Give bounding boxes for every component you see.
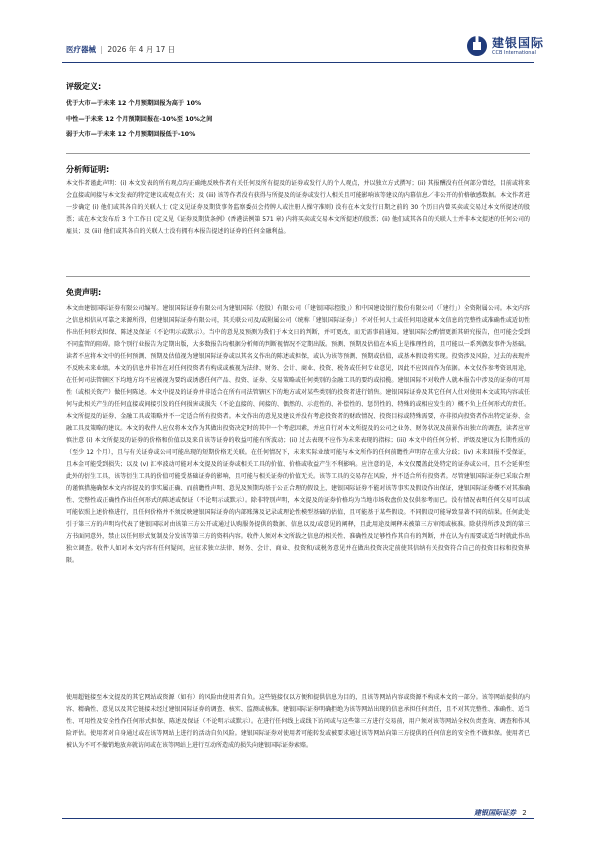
ccbi-logo bbox=[466, 35, 544, 57]
page-footer bbox=[474, 808, 527, 818]
report-header bbox=[66, 44, 175, 55]
rating-underperform: 弱于大市—于未来 12 个月预期回报低于-10% bbox=[66, 131, 196, 138]
sector-label: 医疗器械 bbox=[66, 45, 96, 54]
analyst-certification-text: 本文作者谨此声明：(i) 本文发表的所有观点均正确地反映作者有关任何及所有提及的证券或发行人的个人观点，并以独立方式撰写；(ii) 其报酬没有任何部分曾经，目前或将来会直接或间接与本文发表的特定建议或观点有关；及 (iii) 该等作者没有获得与所提及的证券或发行人相关且可能影响该等建议的内幕信息／非公开的价格敏感数据。本文作者进一步确定 (i) 他们或其各自的关联人士 (定义见证券及期货事务监察委员会持牌人或注册人操守准则) 没有在本文发行日期之前的 30 个历日内曾买卖或交易过本文所提述的股票；或在本文发布后 3 个工作日 (定义见《证券及期货条例》(香港法例第 571 章) 内将买卖或交易本文所提述的股票；(ii) 他们或其各自的关联人士并非本文提述的任何公司的雇员；及 (iii) 他们或其各自的关联人士没有拥有本报告提述的证券的任何金融利益。 bbox=[66, 180, 530, 235]
disclaimer-hyperlink-paragraph: 使用超链接至本文提及的其它网站或资源（如有）的风险由使用者自负。这些链接仅以方便和提供信息为目的，且该等网站内容或资源不构成本文的一部分。该等网站提供的内容、精确性、意见以及其它链接未经过建银国际证券的调查、核实、监测或核准。建银国际证券明确拒绝为该等网站出现的信息承担任何责任，且不对其完整性、准确性、适当性、可用性及安全性作任何形式担保、陈述及保证（不论明示或默示）。在进行任何线上或线下访问或与这些第三方进行交易前，用户须对该等网站全权负责查询、调查和作风险评估。使用者对自身通过或在该等网站上进行的活动自负风险。建银国际证券对使用者可能转发或被要求通过该等网站向第三方提供的任何信息的安全性不做担保。使用者已被认为不可不撤销地放弃就访问或在该等网站上进行互动所造成的损失向建银国际证券索赔。 bbox=[66, 694, 530, 749]
rating-neutral: 中性—于未来 12 个月预期回报在-10%至 10%之间 bbox=[66, 116, 213, 123]
page-number: 2 bbox=[522, 809, 527, 817]
logo-english-text: CCB International bbox=[492, 49, 536, 56]
footer-brand: 建银国际证券 bbox=[474, 809, 516, 817]
rating-definition-title: 评级定义: bbox=[66, 82, 102, 91]
section-divider bbox=[66, 276, 530, 277]
header-separator: | bbox=[100, 45, 103, 54]
footer-divider bbox=[62, 818, 534, 819]
disclaimer-paragraph: 本文由建银国际证券有限公司编写。建银国际证券有限公司为建银国际（控股）有限公司（「建银国际控股」）和中国建设银行股份有限公司（「建行」）全资附属公司。本文内容之信息相信从可靠之来源所得，但建银国际证券有限公司，其关联公司及/或附属公司（统称「建银国际证券」）不对任何人士或任何用途就本文信息的完整性或准确性或适切性作出任何形式担保、陈述及保证（不论明示或默示）。当中的意见及预测为我们于本文日的判断，并可更改，而无需事前通知。建银国际会酌情更新其研究报告，但可能会受到不同监管的阻碍。除个别行业报告为定期出版，大多数报告均根据分析师的判断视情况不定期出版。预测、预期及估值在本质上是推理性的，且可能以一系列偶发事件为基础。读者不应将本文中的任何预测、预期及估值视为建银国际证券或以其名义作出的陈述或担保，或认为该等预测、预期或估值，或基本假设将实现。投资涉及风险，过去的表现并不反映未来业绩。本文的信息并非旨在对任何投资者有构成或被视为法律、财务、会计、商业、投资、税务或任何专业意见，因此不应因而作为依据。本文仅作参考资讯用途，在任何司法管辖区下均地方均不应被视为要约或诱惑任何产品、投资、证券、交易策略或任何类别的金融工具的要约或招揽。建银国际不对收件人就本报告中涉及的证券的可用性（或相关资产）做任何陈述。本文中提及的证券并非适合在所有司法管辖区下的地方或对某些类别的投资者进行销售。建银国际证券及其它任何人仕对使用本文或其内容或任何与此相关产生的任何直接或间接引发的任何损害或损失（不论直接的、间接的、偶然的、示范性的、补偿性的、惩罚性的、特殊的或相应发生的）概不负上任何形式的责任。本文所提及的证券、金融工具或策略并不一定适合所有投资者。本文作出的意见及建议并没有考虑投资者的财政情况、投资目标或特殊需要，亦非拟向投资者作出特定证券、金融工具及策略的建议。本文的收件人应仅将本文作为其做出投资决定时的其中一个考虑因素，并应自行对本文所提及的公司之业务、财务状况及前景作出独立的调查，读者应审慎注意 (i) 本文所提及的证券的价格和价值以及来自该等证券的收益可能有所波动；(ii) 过去表现不应作为未来表现的指标；(iii) 本文中的任何分析、评级及建议为长期性质的（至少 12 个月），且与有关证券或公司可能出现的短期价格无关联。在任何情况下，未来实际业绩可能与本文所作的任何前瞻性声明存在重大分歧；(iv) 未来回报不受保证，且本金可能受到损失；以及 (v) 汇率波动可能对本文提及的证券或相关工具的价值、价格或收益产生不利影响。应注意的是，本文仅覆盖此处特定的证券或公司，且不会延伸至此外的衍生工具，该等衍生工具的价值可能受基础证券的影响，且可能与相关证券的价值无关。该等工具的交易存在风险，并不适合所有投资者。尽管建银国际证券已采取合理的谨慎措施确保本文内容提及的事实属正确、而前瞻性声明、意见及预期均基于公正合理的假设上，建银国际证券不能对该等事实及假设作出保证，建银国际证券概不对其准确性、完整性或正确性作出任何形式的陈述或保证（不论明示或默示）。除非特别声明，本文提及的证券价格均为当地市场收盘价及仅供参考而已。没有情况表明任何交易可以或可能依照上述价格进行，且任何价格并不须反映建银国际证券的内部账簿及记录或理论性模型基础的估值，且可能基于某些假设。不同假设可能导致显著不同的结果。任何此处引于第三方的声明均代表了建银国际对由该第三方公开或通过认购服务提供的数据、信息以及/或意见的阐释，且此用途及阐释未被第三方审阅或核准。除获得所涉及到的第三方书面同意外，禁止以任何形式复制及分发该等第三方的资料内容。收件人须对本文所载之信息的相关性、准确性及足够性作其自有的判断，并在认为有需要或适当时就此作出独立调查。收件人如对本文内容有任何疑问，应征求独立法律、财务、会计、商业、投资和/或税务意见并在做出投资决定前使其信纳有关投资符合自己的投资目标和投资界限。 bbox=[66, 305, 530, 564]
ccb-logo-icon bbox=[466, 35, 488, 57]
logo-chinese-text: 建银国际 bbox=[492, 35, 545, 50]
rating-outperform: 优于大市—于未来 12 个月预期回报为高于 10% bbox=[66, 100, 202, 107]
disclaimer-title: 免责声明: bbox=[66, 288, 102, 297]
section-divider bbox=[66, 153, 530, 154]
report-date: 2026 年 4 月 17 日 bbox=[107, 45, 176, 54]
header-divider bbox=[62, 62, 534, 63]
analyst-certification-title: 分析师证明: bbox=[66, 165, 110, 174]
